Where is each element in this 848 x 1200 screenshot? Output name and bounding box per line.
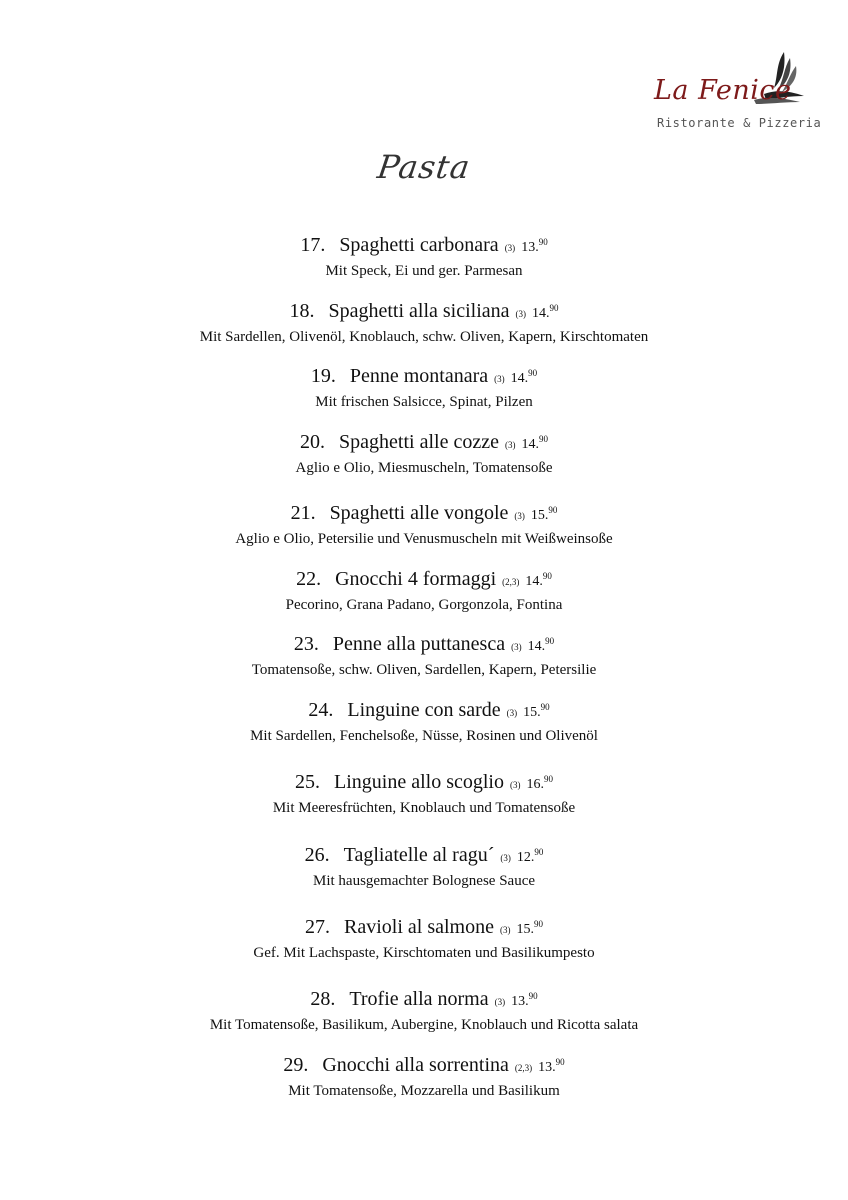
item-number: 19. (310, 365, 336, 387)
item-number: 29. (283, 1054, 309, 1076)
menu-item-title (0, 984, 848, 1014)
menu-item (0, 427, 848, 478)
item-name: Spaghetti carbonara (339, 234, 499, 256)
item-allergens: (3) (494, 997, 506, 1007)
menu-item (0, 230, 848, 281)
item-name: Penne montanara (349, 365, 489, 387)
item-allergens: (3) (504, 243, 516, 253)
item-name: Ravioli al salmone (344, 916, 494, 938)
item-price-cents: 90 (534, 847, 544, 857)
menu-item-title (0, 564, 848, 594)
item-name: Linguine allo scoglio (334, 771, 504, 793)
item-name: Spaghetti alla siciliana (328, 300, 510, 322)
item-name: Trofie alla norma (349, 988, 489, 1010)
item-price-cents: 90 (549, 303, 559, 313)
logo-name: La Fenice (654, 75, 792, 106)
menu-item (0, 629, 848, 680)
item-price-cents: 90 (545, 636, 555, 646)
item-number: 26. (304, 844, 330, 866)
menu-item-title (0, 767, 848, 797)
item-allergens: (3) (514, 511, 525, 521)
item-price-cents: 90 (540, 702, 550, 712)
item-allergens: (2,3) (502, 577, 520, 587)
item-price-cents: 90 (543, 774, 553, 784)
item-number: 21. (290, 502, 316, 524)
menu-item (0, 498, 848, 549)
item-price: 14. (521, 437, 539, 452)
menu-item-description: Tomatensoße, schw. Oliven, Sardellen, Kapern, Petersilie (251, 662, 597, 678)
item-price: 13. (511, 994, 529, 1009)
menu-item-title (0, 1050, 848, 1080)
menu-item (0, 767, 848, 818)
logo-subtitle: Ristorante & Pizzeria (657, 116, 822, 130)
item-number: 28. (310, 988, 336, 1010)
menu-item-title (0, 629, 848, 659)
item-price-cents: 90 (542, 571, 552, 581)
menu-item-title (0, 361, 848, 391)
item-number: 22. (296, 568, 322, 590)
item-price-cents: 90 (528, 368, 538, 378)
menu-item-description: Mit Tomatensoße, Basilikum, Aubergine, Knoblauch und Ricotta salata (209, 1017, 639, 1033)
menu-item-title (0, 498, 848, 528)
menu-item-title (0, 695, 848, 725)
menu-item (0, 695, 848, 746)
menu-item-description: Aglio e Olio, Petersilie und Venusmuscheln mit Weißweinsoße (235, 531, 613, 547)
item-name: Penne alla puttanesca (332, 633, 506, 655)
item-price: 15. (530, 508, 549, 523)
item-name: Tagliatelle al ragu´ (343, 844, 495, 866)
item-price: 14. (532, 306, 550, 321)
item-allergens: (3) (494, 374, 505, 384)
menu-item (0, 840, 848, 891)
menu-item (0, 912, 848, 963)
menu-item-description: Mit Meeresfrüchten, Knoblauch und Tomatensoße (272, 800, 576, 816)
menu-item-description: Aglio e Olio, Miesmuscheln, Tomatensoße (295, 460, 553, 476)
item-price-cents: 90 (538, 237, 548, 247)
menu-item (0, 361, 848, 412)
menu-item (0, 296, 848, 347)
menu-item-description: Mit Speck, Ei und ger. Parmesan (325, 263, 523, 279)
item-price: 15. (523, 705, 541, 720)
item-name: Spaghetti alle vongole (329, 502, 509, 524)
item-number: 20. (300, 431, 326, 453)
menu-item (0, 564, 848, 615)
item-number: 24. (308, 699, 334, 721)
menu-item-description: Mit Tomatensoße, Mozzarella und Basilikum (288, 1083, 560, 1099)
menu-item-description: Gef. Mit Lachspaste, Kirschtomaten und Basilikumpesto (253, 945, 595, 961)
menu-item-title (0, 230, 848, 260)
menu-item (0, 984, 848, 1035)
item-name: Linguine con sarde (347, 699, 501, 721)
item-name: Spaghetti alle cozze (339, 431, 499, 453)
item-allergens: (3) (500, 853, 511, 863)
item-price: 14. (527, 639, 546, 654)
item-allergens: (3) (499, 925, 511, 935)
item-allergens: (3) (504, 440, 516, 450)
menu-item-title (0, 840, 848, 870)
item-price-cents: 90 (533, 919, 543, 929)
menu-item (0, 1050, 848, 1101)
section-title: Pasta (375, 148, 473, 186)
menu-item-title (0, 296, 848, 326)
item-number: 18. (289, 300, 315, 322)
item-price-cents: 90 (538, 434, 548, 444)
menu-item-description: Mit Sardellen, Fenchelsoße, Nüsse, Rosinen und Olivenöl (250, 728, 598, 744)
item-price: 13. (521, 240, 539, 255)
menu-item-title (0, 427, 848, 457)
item-price: 14. (525, 574, 543, 589)
item-price: 14. (510, 371, 529, 386)
item-number: 17. (300, 234, 326, 256)
menu-item-description: Pecorino, Grana Padano, Gorgonzola, Fontina (285, 597, 563, 613)
menu-item-description: Mit hausgemachter Bolognese Sauce (312, 873, 536, 889)
item-price: 12. (516, 850, 535, 865)
item-price: 13. (538, 1060, 556, 1075)
item-price-cents: 90 (555, 1057, 565, 1067)
item-allergens: (3) (509, 780, 521, 790)
item-price: 16. (526, 777, 544, 792)
menu-item-title (0, 912, 848, 942)
item-allergens: (3) (506, 708, 518, 718)
item-number: 23. (293, 633, 319, 655)
item-price: 15. (516, 922, 534, 937)
menu-item-description: Mit frischen Salsicce, Spinat, Pilzen (315, 394, 533, 410)
item-name: Gnocchi alla sorrentina (322, 1054, 509, 1076)
item-price-cents: 90 (528, 991, 538, 1001)
item-allergens: (3) (515, 309, 527, 319)
item-number: 27. (305, 916, 330, 938)
item-allergens: (3) (511, 642, 522, 652)
item-name: Gnocchi 4 formaggi (335, 568, 497, 590)
restaurant-logo (648, 50, 822, 135)
item-number: 25. (295, 771, 320, 793)
item-allergens: (2,3) (514, 1063, 533, 1073)
menu-item-description: Mit Sardellen, Olivenöl, Knoblauch, schw. Oliven, Kapern, Kirschtomaten (199, 329, 649, 345)
item-price-cents: 90 (548, 505, 558, 515)
